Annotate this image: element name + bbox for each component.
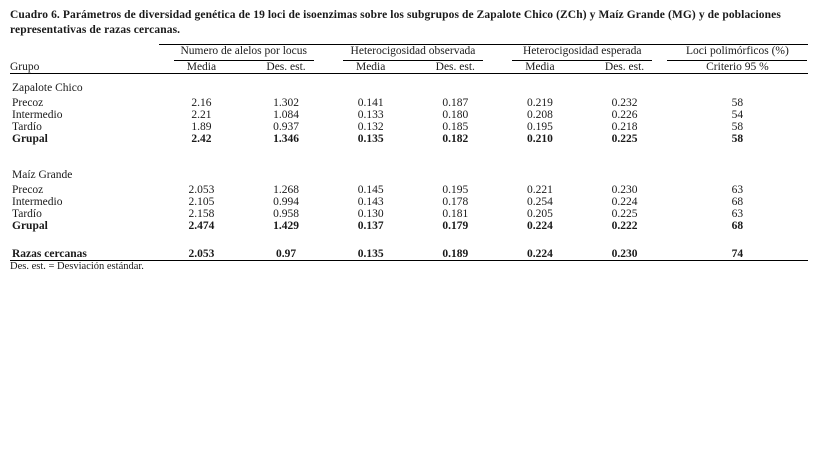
cell-hobs-des: 0.185: [442, 120, 469, 133]
cell-alelos-des: 1.346: [273, 132, 299, 145]
cell-alelos-des: 1.302: [273, 96, 299, 109]
data-table: [10, 44, 808, 271]
cell-hesp-des: 0.230: [611, 247, 638, 260]
cell-criterio: 58: [731, 96, 744, 109]
cell-alelos-des: 0.937: [273, 120, 299, 133]
cell-alelos-des: 0.97: [275, 247, 297, 260]
row-label: Razas cercanas: [12, 247, 87, 260]
cell-hesp-des: 0.230: [611, 183, 638, 196]
cell-alelos-des: 0.994: [273, 195, 299, 208]
sub-header-alelos-des: Des. est.: [244, 61, 329, 74]
cell-alelos-des: 1.084: [273, 108, 299, 121]
cell-hesp-media: 0.195: [526, 120, 553, 133]
sub-header-hesp-des: Des. est.: [582, 61, 667, 74]
group-header-row: [10, 45, 808, 61]
cell-criterio: 63: [731, 207, 744, 220]
cell-alelos-media: 2.21: [191, 108, 212, 121]
cell-hesp-des: 0.222: [611, 219, 638, 232]
cell-alelos-media: 2.158: [188, 207, 215, 220]
table-footnote: Des. est. = Desviación estándar.: [10, 260, 808, 272]
row-label: Tardío: [12, 207, 42, 220]
cell-hobs-media: 0.132: [357, 120, 384, 133]
row-label: Grupal: [12, 132, 48, 145]
row-label: Intermedio: [12, 195, 63, 208]
cell-hesp-media: 0.208: [526, 108, 553, 121]
cell-alelos-media: 2.053: [188, 183, 215, 196]
cell-hesp-media: 0.224: [526, 247, 553, 260]
sub-header-criterio: Criterio 95 %: [667, 61, 808, 74]
cell-hesp-des: 0.224: [611, 195, 638, 208]
cell-criterio: 54: [731, 108, 744, 121]
cell-alelos-media: 2.053: [188, 247, 215, 260]
table-body: [10, 73, 808, 272]
cell-criterio: 58: [731, 132, 744, 145]
cell-criterio: 68: [731, 195, 744, 208]
cell-hobs-des: 0.181: [442, 207, 469, 220]
group-header-het-esperada: Heterocigosidad esperada: [498, 45, 667, 61]
cell-hobs-des: 0.179: [442, 219, 469, 232]
section-title: Maíz Grande: [12, 168, 73, 181]
cell-hesp-media: 0.205: [526, 207, 553, 220]
cell-alelos-media: 2.16: [191, 96, 212, 109]
cell-hesp-media: 0.210: [526, 132, 553, 145]
cell-hesp-des: 0.225: [611, 132, 638, 145]
row-spacer: [10, 145, 808, 161]
cell-hesp-des: 0.226: [611, 108, 638, 121]
table-row-razas-cercanas: [10, 248, 808, 261]
cell-alelos-media: 2.42: [191, 132, 212, 145]
row-spacer: [10, 232, 808, 248]
cell-hobs-des: 0.180: [442, 108, 469, 121]
caption-text: Parámetros de diversidad genética de 19 loci de isoenzimas sobre los subgrupos de Zapalote Chico (ZCh) y Maíz Grande (MG) y de poblaciones representativas de razas cercanas.: [10, 9, 781, 36]
cell-hesp-des: 0.232: [611, 96, 638, 109]
cell-hesp-des: 0.218: [611, 120, 638, 133]
cell-hobs-des: 0.189: [442, 247, 469, 260]
cell-alelos-media: 2.105: [188, 195, 215, 208]
cell-hobs-media: 0.130: [357, 207, 384, 220]
table-head: [10, 45, 808, 73]
sub-header-hobs-des: Des. est.: [413, 61, 498, 74]
table-row: [10, 97, 808, 109]
cell-criterio: 68: [731, 219, 744, 232]
cell-alelos-des: 0.958: [273, 207, 299, 220]
cell-hobs-des: 0.195: [442, 183, 469, 196]
row-label: Precoz: [12, 96, 44, 109]
cell-hobs-media: 0.135: [357, 132, 384, 145]
cell-hesp-media: 0.219: [526, 96, 553, 109]
cell-hobs-media: 0.145: [357, 183, 384, 196]
cell-criterio: 58: [731, 120, 744, 133]
table-row: [10, 208, 808, 220]
section-title: Zapalote Chico: [12, 81, 83, 94]
cell-criterio: 74: [731, 247, 744, 260]
table-bottom-rule: [10, 260, 808, 272]
cell-hesp-media: 0.224: [526, 219, 553, 232]
sub-header-row: [10, 61, 808, 74]
cell-hesp-media: 0.221: [526, 183, 553, 196]
table-caption: [10, 8, 808, 37]
cell-hesp-media: 0.254: [526, 195, 553, 208]
sub-header-grupo: Grupo: [10, 61, 159, 74]
cell-hobs-media: 0.143: [357, 195, 384, 208]
cell-criterio: 63: [731, 183, 744, 196]
cell-hobs-media: 0.137: [357, 219, 384, 232]
row-label: Precoz: [12, 183, 44, 196]
row-label: Grupal: [12, 219, 48, 232]
sub-header-hesp-media: Media: [498, 61, 583, 74]
cell-alelos-media: 1.89: [191, 120, 212, 133]
cell-hobs-des: 0.187: [442, 96, 469, 109]
cell-alelos-media: 2.474: [188, 219, 215, 232]
table-row: [10, 184, 808, 196]
caption-label: Cuadro 6.: [10, 9, 60, 21]
cell-alelos-des: 1.429: [273, 219, 299, 232]
cell-hobs-media: 0.141: [357, 96, 384, 109]
cell-hobs-media: 0.135: [357, 247, 384, 260]
section-title-row: [10, 73, 808, 97]
row-label: Intermedio: [12, 108, 63, 121]
cell-hobs-media: 0.133: [357, 108, 384, 121]
cell-hobs-des: 0.182: [442, 132, 469, 145]
group-header-blank: [10, 45, 159, 61]
cell-hesp-des: 0.225: [611, 207, 638, 220]
table-row-total: [10, 133, 808, 145]
table-row: [10, 196, 808, 208]
sub-header-alelos-media: Media: [159, 61, 244, 74]
section-title-row: [10, 161, 808, 184]
table-row-total: [10, 220, 808, 232]
sub-header-hobs-media: Media: [328, 61, 413, 74]
table-row: [10, 121, 808, 133]
group-header-alelos: Numero de alelos por locus: [159, 45, 328, 61]
table-row: [10, 109, 808, 121]
row-label: Tardío: [12, 120, 42, 133]
cell-alelos-des: 1.268: [273, 183, 299, 196]
group-header-het-observada: Heterocigosidad observada: [328, 45, 497, 61]
cell-hobs-des: 0.178: [442, 195, 469, 208]
group-header-loci-polimorficos: Loci polimórficos (%): [667, 45, 808, 61]
